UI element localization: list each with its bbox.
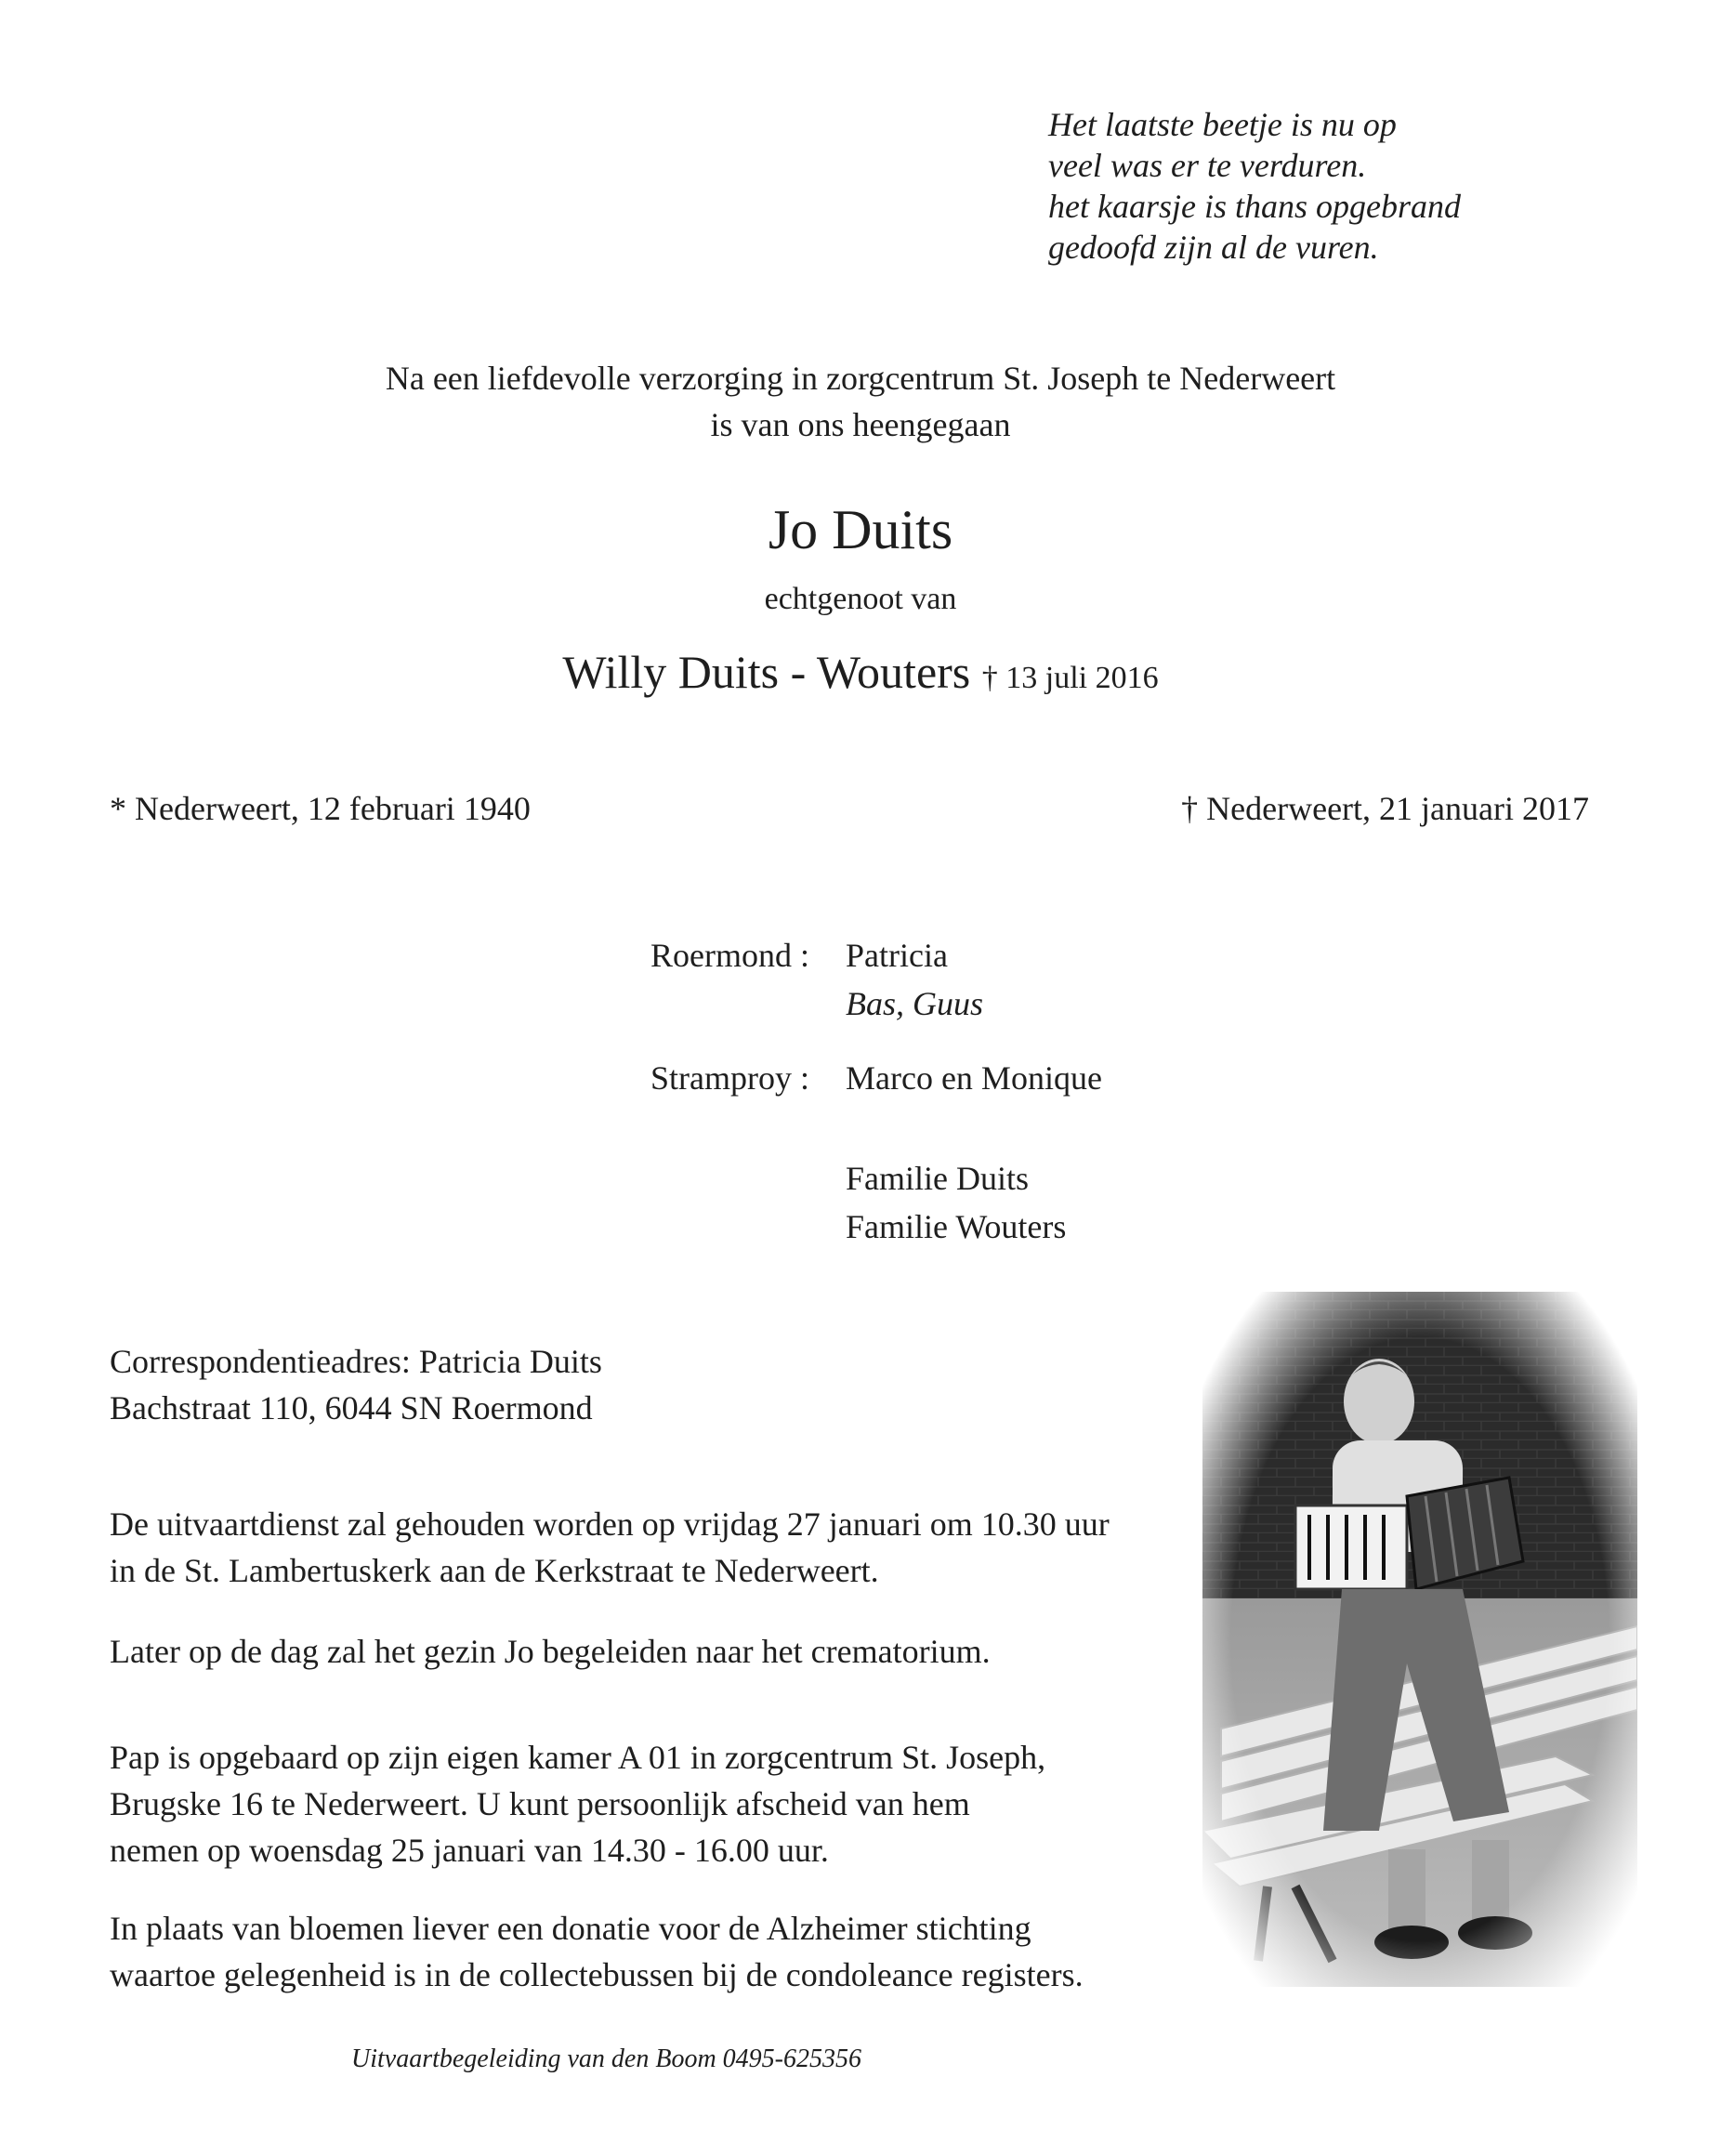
family-row [650,1154,1102,1203]
funeral-director-footer: Uitvaartbegeleiding van den Boom 0495-625356 [351,2044,862,2073]
spouse-name: Willy Duits - Wouters [562,646,971,698]
donation-info [110,1905,1150,1998]
family-name: Marco en Monique [846,1059,1102,1097]
crematorium-info: Later op de dag zal het gezin Jo begeleiden naar het crematorium. [110,1633,991,1670]
family-duits: Familie Duits [846,1160,1029,1197]
birth-date: * Nederweert, 12 februari 1940 [110,790,531,827]
relation-text: echtgenoot van [764,582,957,616]
family-list [650,931,1102,1251]
family-name: Patricia [846,937,948,974]
correspondence-line-2: Bachstraat 110, 6044 SN Roermond [110,1389,593,1426]
intro-line-2: is van ons heengegaan [710,406,1011,443]
donation-line-1: In plaats van bloemen liever een donatie voor de Alzheimer stichting [110,1910,1031,1947]
family-grandchildren: Bas, Guus [846,985,984,1022]
viewing-line-3: nemen op woensdag 25 januari van 14.30 - 16.00 uur. [110,1832,829,1869]
family-place-stramproy: Stramproy : [650,1059,809,1097]
poem-line: het kaarsje is thans opgebrand [1048,188,1461,225]
poem [1048,104,1606,268]
family-row [650,931,1102,979]
family-row [650,1054,1102,1102]
poem-line: veel was er te verduren. [1048,147,1367,184]
viewing-line-1: Pap is opgebaard op zijn eigen kamer A 01 in zorgcentrum St. Joseph, [110,1739,1046,1776]
correspondence-address [110,1338,1150,1431]
donation-line-2: waartoe gelegenheid is in de collectebussen bij de condoleance registers. [110,1956,1084,1993]
deceased-name: Jo Duits [768,499,953,560]
spouse-line [0,641,1721,709]
photo-boy-with-accordion [1202,1292,1637,1987]
intro-line-1: Na een liefdevolle verzorging in zorgcentrum St. Joseph te Nederweert [385,360,1336,397]
family-row [650,1203,1102,1251]
correspondence-line-1: Correspondentieadres: Patricia Duits [110,1343,602,1380]
death-date: † Nederweert, 21 januari 2017 [1181,790,1589,827]
poem-line: gedoofd zijn al de vuren. [1048,229,1379,266]
funeral-line-1: De uitvaartdienst zal gehouden worden op vrijdag 27 januari om 10.30 uur [110,1505,1110,1543]
funeral-info [110,1501,1150,1594]
family-wouters: Familie Wouters [846,1208,1067,1245]
family-row [650,979,1102,1028]
viewing-info [110,1734,1150,1873]
intro-text [0,355,1721,448]
funeral-line-2: in de St. Lambertuskerk aan de Kerkstraat te Nederweert. [110,1552,879,1589]
memorial-photo [1202,1292,1637,1987]
poem-line: Het laatste beetje is nu op [1048,106,1397,143]
family-place-roermond: Roermond : [650,937,809,974]
viewing-line-2: Brugske 16 te Nederweert. U kunt persoonlijk afscheid van hem [110,1785,970,1822]
spouse-death-date: † 13 juli 2016 [981,661,1159,695]
